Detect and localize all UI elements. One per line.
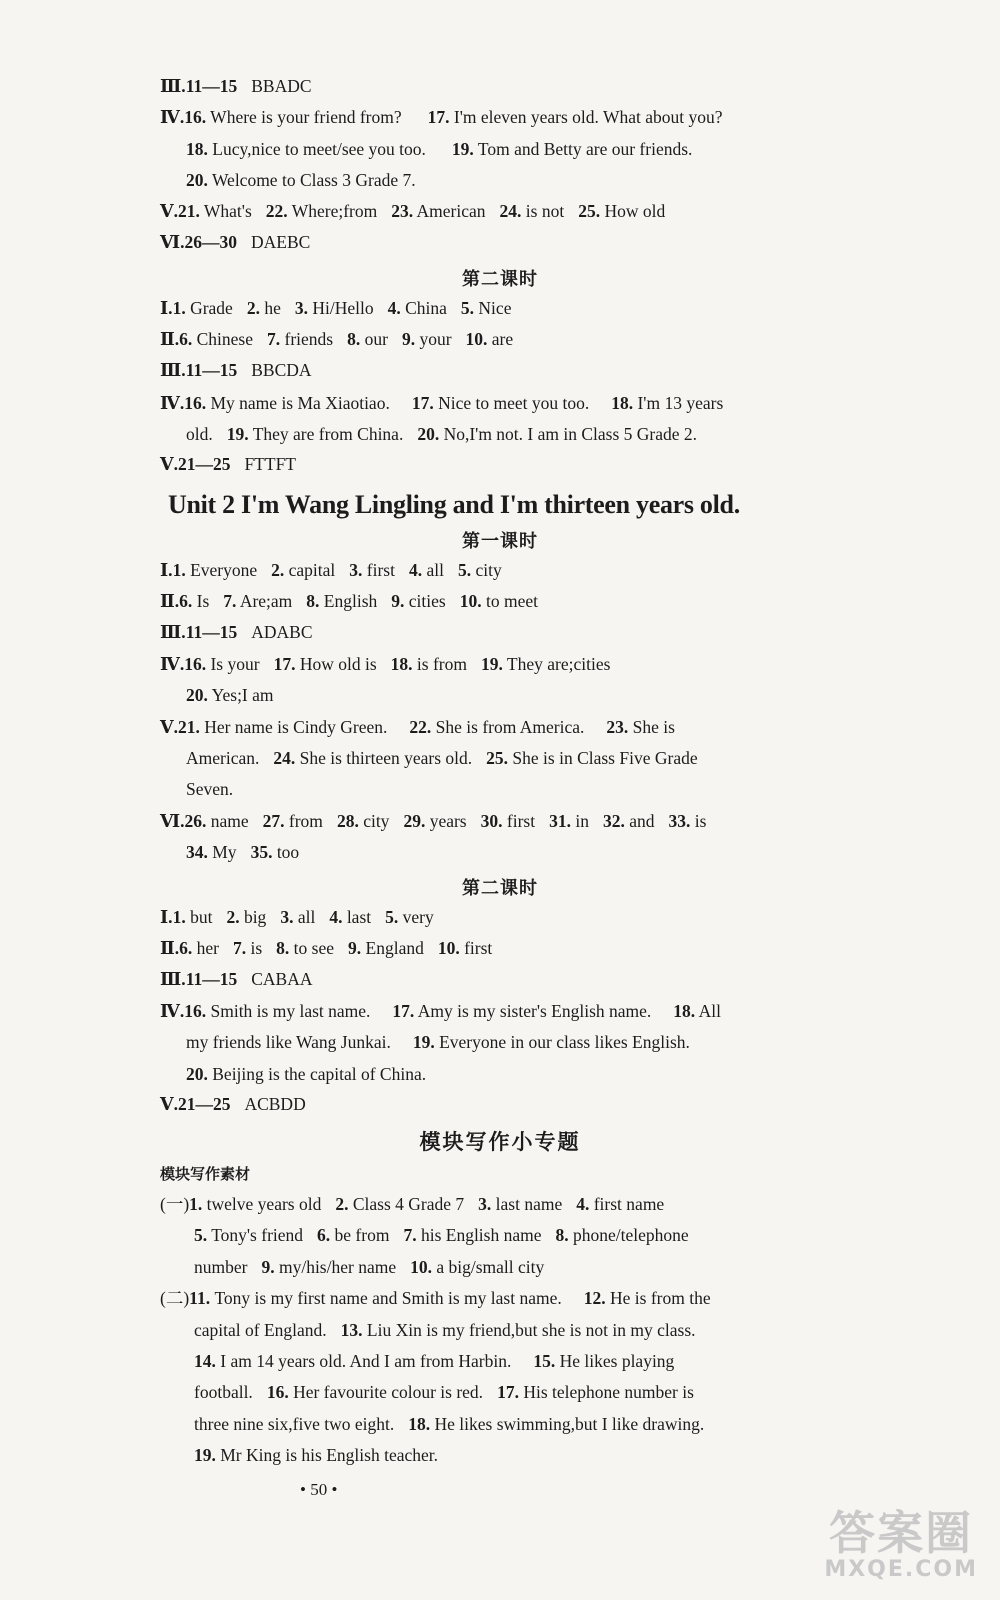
answer-line: Ⅳ.16. My name is Ma Xiaotiao. 17. Nice to meet you too. 18. I'm 13 years — [160, 393, 724, 413]
material-heading: 模块写作素材 — [160, 1165, 251, 1183]
lesson-heading: 第一课时 — [462, 531, 538, 552]
answer-line: football. 16. Her favourite colour is red. 17. His telephone number is — [194, 1382, 694, 1402]
answer-line: Ⅱ.6. her 7. is 8. to see 9. England 10. first — [160, 938, 493, 958]
answer-line: number 9. my/his/her name 10. a big/small city — [194, 1257, 545, 1277]
answer-line: Ⅰ.1. Grade 2. he 3. Hi/Hello 4. China 5. Nice — [160, 298, 512, 318]
watermark-text: 答案圈 — [829, 1506, 974, 1560]
answer-line: Ⅴ.21. Her name is Cindy Green. 22. She is from America. 23. She is — [160, 717, 675, 737]
topic-heading: 模块写作小专题 — [419, 1130, 581, 1154]
answer-line: Ⅴ.21—25 FTTFT — [160, 454, 296, 474]
answer-line: 18. Lucy,nice to meet/see you too. 19. Tom and Betty are our friends. — [186, 139, 693, 159]
answer-line: 14. I am 14 years old. And I am from Harbin. 15. He likes playing — [194, 1351, 675, 1371]
answer-line: Ⅱ.6. Chinese 7. friends 8. our 9. your 10. are — [160, 329, 514, 349]
answer-line: my friends like Wang Junkai. 19. Everyone in our class likes English. — [186, 1032, 690, 1052]
answer-line: 20. Welcome to Class 3 Grade 7. — [186, 170, 416, 190]
answer-line: Ⅳ.16. Smith is my last name. 17. Amy is my sister's English name. 18. All — [160, 1001, 721, 1021]
answer-line: Ⅴ.21—25 ACBDD — [160, 1094, 306, 1114]
answer-line: 5. Tony's friend 6. be from 7. his English name 8. phone/telephone — [194, 1225, 689, 1245]
answer-line: 19. Mr King is his English teacher. — [194, 1445, 439, 1465]
answer-line: capital of England. 13. Liu Xin is my friend,but she is not in my class. — [194, 1320, 696, 1340]
answer-line: Ⅲ.11—15 BBADC — [160, 76, 312, 96]
answer-line: 20. Beijing is the capital of China. — [186, 1064, 427, 1084]
answer-line: Ⅵ.26. name 27. from 28. city 29. years 30. first 31. in 32. and 33. is — [160, 811, 707, 831]
answer-line: (二)11. Tony is my first name and Smith is my last name. 12. He is from the — [160, 1288, 711, 1308]
answer-line: old. 19. They are from China. 20. No,I'm not. I am in Class 5 Grade 2. — [186, 424, 698, 444]
answer-line: Ⅰ.1. Everyone 2. capital 3. first 4. all 5. city — [160, 560, 502, 580]
page-number: • 50 • — [300, 1480, 338, 1499]
answer-line: Ⅰ.1. but 2. big 3. all 4. last 5. very — [160, 907, 434, 927]
answer-line: Ⅴ.21. What's 22. Where;from 23. American 24. is not 25. How old — [160, 201, 666, 221]
answer-line: 34. My 35. too — [186, 842, 300, 862]
answer-line: Ⅳ.16. Where is your friend from? 17. I'm eleven years old. What about you? — [160, 107, 723, 127]
lesson-heading: 第二课时 — [462, 269, 538, 290]
answer-line: Ⅲ.11—15 BBCDA — [160, 360, 312, 380]
answer-line: Ⅲ.11—15 ADABC — [160, 622, 313, 642]
answer-line: Ⅳ.16. Is your 17. How old is 18. is from 19. They are;cities — [160, 654, 611, 674]
answer-line: Seven. — [186, 779, 234, 799]
answer-line: Ⅲ.11—15 CABAA — [160, 969, 313, 989]
watermark-url: MXQE.COM — [824, 1557, 978, 1582]
watermark-logo — [824, 1508, 978, 1582]
answer-line: 20. Yes;I am — [186, 685, 274, 705]
unit-title: Unit 2 I'm Wang Lingling and I'm thirteen years old. — [168, 490, 740, 519]
answer-line: Ⅵ.26—30 DAEBC — [160, 232, 311, 252]
answer-line: three nine six,five two eight. 18. He likes swimming,but I like drawing. — [194, 1414, 705, 1434]
answer-line: (一)1. twelve years old 2. Class 4 Grade 7 3. last name 4. first name — [160, 1194, 665, 1214]
answer-line: Ⅱ.6. Is 7. Are;am 8. English 9. cities 10. to meet — [160, 591, 538, 611]
answer-line: American. 24. She is thirteen years old. 25. She is in Class Five Grade — [186, 748, 698, 768]
lesson-heading: 第二课时 — [462, 878, 538, 899]
